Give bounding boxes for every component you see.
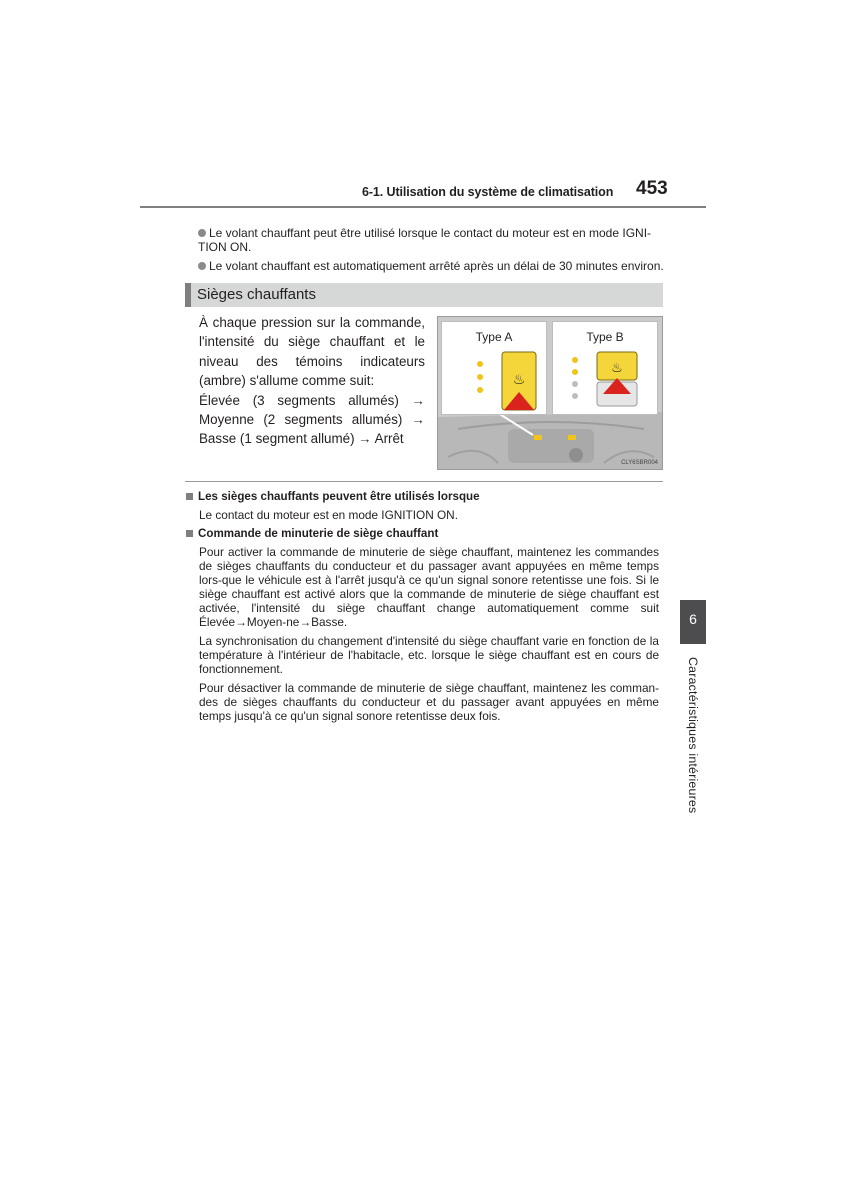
section-title: Sièges chauffants bbox=[197, 286, 316, 303]
type-a-switch-illustration bbox=[442, 322, 546, 414]
note-heading-text: Les sièges chauffants peuvent être utilisés lorsque bbox=[198, 490, 480, 503]
type-a-label: Type A bbox=[475, 330, 513, 344]
section-header bbox=[185, 283, 663, 307]
note-body bbox=[199, 545, 659, 728]
figure-rule bbox=[185, 481, 663, 482]
note-paragraph: Pour désactiver la commande de minuterie de siège chauffant, maintenez les comman-des de sièges chauffants du conducteur et du passager avant appuyées en même temps jusqu'à ce qu'un signal sonore retentisse deux fois. bbox=[199, 681, 659, 723]
intro-step-low: Basse (1 segment allumé) → Arrêt bbox=[199, 431, 404, 447]
note-heading-text: Commande de minuterie de siège chauffant bbox=[198, 527, 439, 540]
page-number: 453 bbox=[636, 178, 668, 199]
seat-heater-figure bbox=[437, 316, 663, 470]
chapter-tab-number: 6 bbox=[689, 611, 697, 627]
note-paragraph: La synchronisation du changement d'intensité du siège chauffant varie en fonction de la température à l'intérieur de l'habitacle, etc. lorsque le siège chauffant est en cours de fonctionnement. bbox=[199, 634, 659, 676]
chapter-tab bbox=[680, 600, 706, 644]
svg-text:♨: ♨ bbox=[512, 372, 526, 388]
type-a-panel bbox=[441, 321, 547, 415]
bullet-dot-icon bbox=[198, 229, 206, 237]
note-heading bbox=[186, 490, 480, 503]
note-paragraph: Pour activer la commande de minuterie de siège chauffant, maintenez les commandes de sièges chauffants du conducteur et du passager avant appuyées en même temps lors-que le véhicule est à l'arrêt jusqu'à ce qu'un signal sonore retentisse une fois. Si le siège chauffant est activé alors que la commande de minuterie de siège chauffant est activée, l'intensité du siège chauffant change automatiquement comme suit Élevée→Moyen-ne→Basse. bbox=[199, 545, 659, 629]
section-accent bbox=[185, 283, 191, 307]
bullet-text: Le volant chauffant peut être utilisé lorsque le contact du moteur est en mode IGNI-TION ON. bbox=[198, 226, 652, 254]
note-paragraph: Le contact du moteur est en mode IGNITION ON. bbox=[199, 508, 458, 522]
type-b-panel bbox=[552, 321, 658, 415]
svg-text:♨: ♨ bbox=[611, 361, 623, 376]
type-b-label: Type B bbox=[586, 330, 624, 344]
square-bullet-icon bbox=[186, 530, 193, 537]
bullet-dot-icon bbox=[198, 262, 206, 270]
square-bullet-icon bbox=[186, 493, 193, 500]
type-b-switch-illustration bbox=[553, 322, 657, 414]
note-body bbox=[199, 508, 659, 527]
chapter-title: 6-1. Utilisation du système de climatisation bbox=[362, 185, 614, 199]
intro-step-high: Élevée (3 segments allumés) → bbox=[199, 392, 425, 408]
figure-code: CLY6SBR004 bbox=[621, 460, 658, 466]
header-rule bbox=[140, 206, 706, 208]
bullet-item bbox=[198, 259, 666, 273]
note-heading bbox=[186, 527, 438, 540]
bullet-text: Le volant chauffant est automatiquement arrêté après un délai de 30 minutes environ. bbox=[209, 259, 664, 273]
bullet-item bbox=[198, 226, 666, 254]
section-intro bbox=[199, 313, 425, 449]
chapter-tab-label: Caractéristiques intérieures bbox=[686, 657, 700, 814]
intro-paragraph: À chaque pression sur la commande, l'intensité du siège chauffant et le niveau des témoins indicateurs (ambre) s'allume comme suit: bbox=[199, 315, 425, 389]
intro-step-medium: Moyenne (2 segments allumés) → bbox=[199, 412, 425, 428]
